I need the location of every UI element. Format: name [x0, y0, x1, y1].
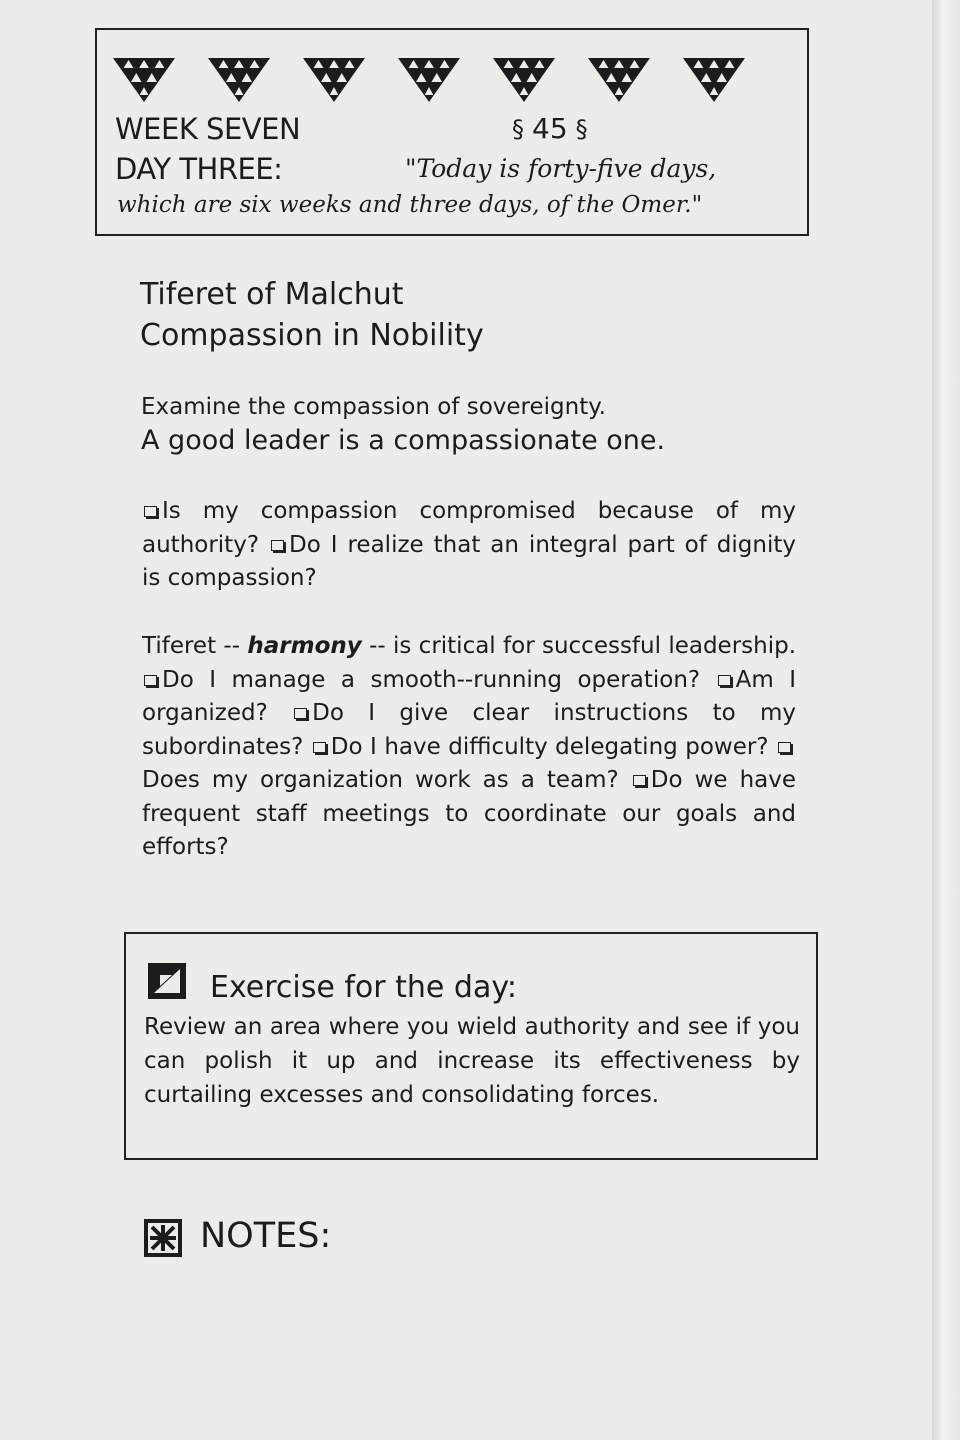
checkbox-icon[interactable] — [271, 540, 284, 551]
day-number: 45 — [532, 112, 568, 145]
leader-line: A good leader is a compassionate one. — [141, 425, 666, 456]
triangle-cluster-icon — [208, 58, 270, 102]
question-text: Do I realize that an integral part of dignity is compassion? — [142, 531, 796, 591]
notes-label: NOTES: — [200, 1216, 332, 1256]
week-label: WEEK SEVEN — [115, 112, 301, 146]
question-text: Do I manage a smooth--running operation? — [162, 666, 701, 693]
question-text: Is my compassion compromised because of my authority? — [142, 498, 796, 558]
paragraph-lead-rest: -- is critical for successful leadership. — [369, 633, 797, 659]
examine-line: Examine the compassion of sovereignty. — [141, 394, 606, 420]
omer-count-quote-line1: "Today is forty-five days, — [405, 154, 717, 183]
triangle-cluster-icon — [493, 58, 555, 102]
question-paragraph-1 — [142, 495, 796, 596]
checked-box-icon — [146, 961, 190, 1003]
day-count — [512, 112, 588, 145]
page-title — [140, 274, 484, 356]
question-text: Do we have frequent staff meetings to coordinate our goals and efforts? — [142, 767, 797, 860]
week-day-header — [95, 28, 809, 236]
question-paragraph-2 — [142, 630, 796, 865]
checkbox-icon[interactable] — [718, 675, 731, 686]
question-text: Do I have difficulty delegating power? — [330, 733, 769, 760]
triangle-cluster-row — [113, 58, 769, 106]
page-edge — [932, 0, 960, 1440]
title-subtitle: Compassion in Nobility — [140, 318, 484, 353]
triangle-cluster-icon — [588, 58, 650, 102]
checkbox-icon[interactable] — [778, 742, 791, 753]
triangle-cluster-icon — [113, 58, 175, 102]
question-text: Does my organization work as a team? — [142, 767, 619, 793]
exercise-title: Exercise for the day: — [210, 970, 518, 1005]
ornament-icon: § — [512, 114, 524, 143]
title-sefirah: Tiferet of Malchut — [140, 277, 404, 312]
triangle-cluster-icon — [398, 58, 460, 102]
checkbox-icon[interactable] — [313, 742, 326, 753]
question-text: Am I organized? — [142, 666, 796, 726]
day-label: DAY THREE: — [115, 152, 283, 186]
checkbox-icon[interactable] — [144, 675, 157, 686]
ornament-icon: § — [575, 114, 588, 143]
triangle-cluster-icon — [683, 58, 745, 102]
triangle-cluster-icon — [303, 58, 365, 102]
omer-count-quote-line2: which are six weeks and three days, of the Omer." — [117, 192, 703, 218]
emphasized-term: harmony — [247, 633, 362, 659]
checkbox-icon[interactable] — [294, 708, 307, 719]
exercise-body: Review an area where you wield authority and see if you can polish it up and increase its effectiveness by curtailing excesses and consolidating forces. — [144, 1014, 800, 1108]
checkbox-icon[interactable] — [144, 506, 157, 517]
question-text: Do I give clear instructions to my subordinates? — [142, 700, 797, 760]
paragraph-lead: Tiferet -- — [142, 633, 241, 659]
exercise-box — [124, 932, 818, 1160]
checkbox-icon[interactable] — [633, 775, 646, 786]
asterisk-box-icon — [143, 1218, 183, 1258]
